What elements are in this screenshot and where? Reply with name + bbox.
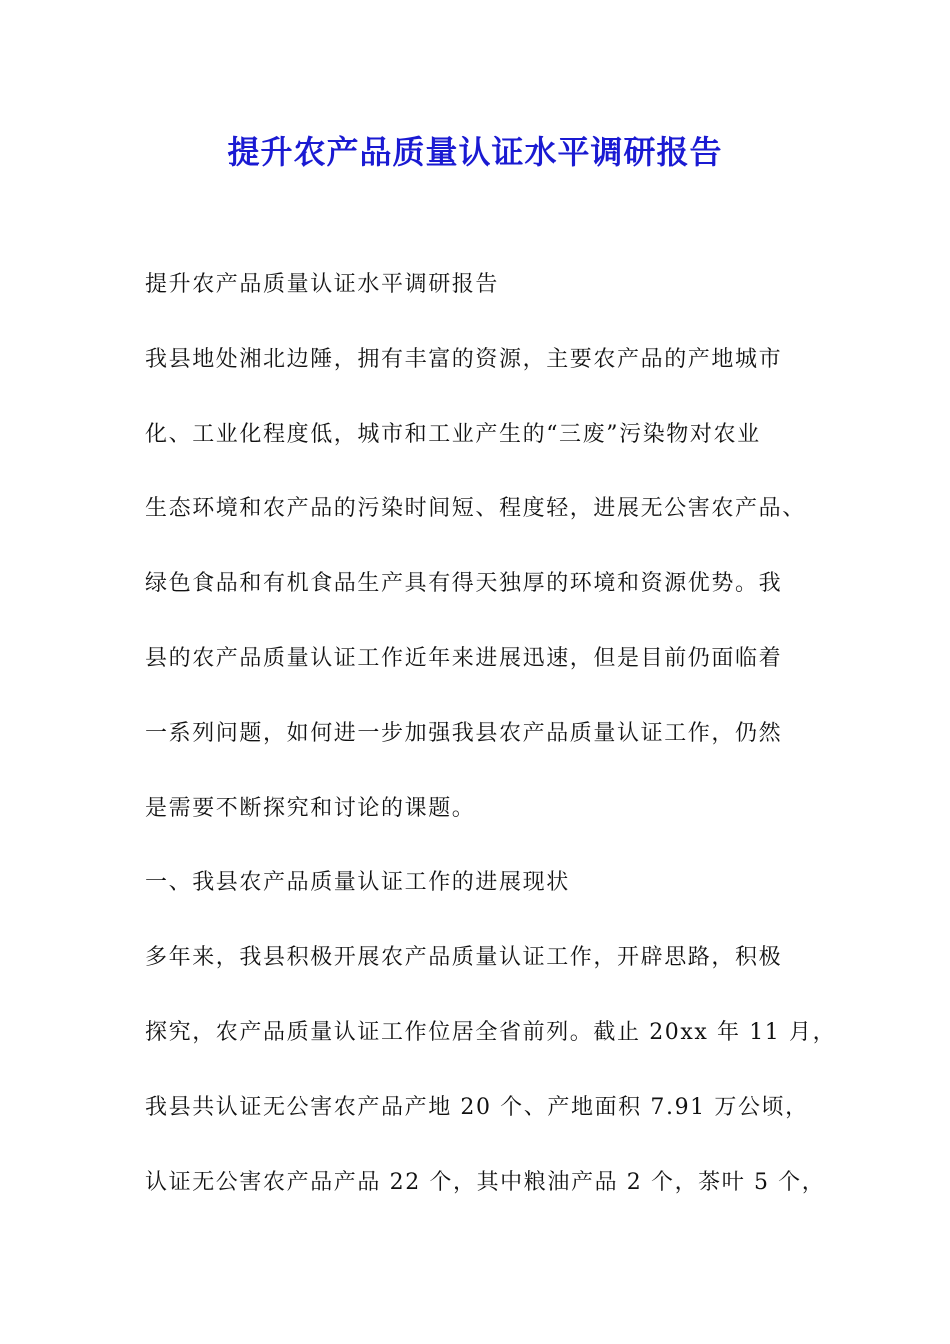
- body-line: 生态环境和农产品的污染时间短、程度轻，进展无公害农产品、: [145, 496, 806, 522]
- body-line: 认证无公害农产品产品 22 个，其中粮油产品 2 个，茶叶 5 个，: [145, 1169, 826, 1195]
- document-title: 提升农产品质量认证水平调研报告: [227, 133, 723, 171]
- body-line: 我县共认证无公害农产品产地 20 个、产地面积 7.91 万公顷，: [145, 1094, 809, 1120]
- body-line: 化、工业化程度低，城市和工业产生的“三废”污染物对农业: [145, 421, 761, 447]
- section-heading: 一、我县农产品质量认证工作的进展现状: [145, 870, 570, 896]
- document-body: [145, 262, 835, 1234]
- body-line: 我县地处湘北边陲，拥有丰富的资源，主要农产品的产地城市: [145, 346, 783, 372]
- body-line: 县的农产品质量认证工作近年来进展迅速，但是目前仍面临着: [145, 645, 783, 671]
- body-line-subtitle: 提升农产品质量认证水平调研报告: [145, 272, 500, 297]
- body-line: 多年来，我县积极开展农产品质量认证工作，开辟思路，积极: [145, 945, 783, 971]
- body-line: 绿色食品和有机食品生产具有得天独厚的环境和资源优势。我: [145, 571, 783, 597]
- body-line: 是需要不断探究和讨论的课题。: [145, 795, 476, 821]
- body-line: 探究，农产品质量认证工作位居全省前列。截止 20xx 年 11 月，: [145, 1019, 837, 1045]
- body-line: 一系列问题，如何进一步加强我县农产品质量认证工作，仍然: [145, 720, 783, 746]
